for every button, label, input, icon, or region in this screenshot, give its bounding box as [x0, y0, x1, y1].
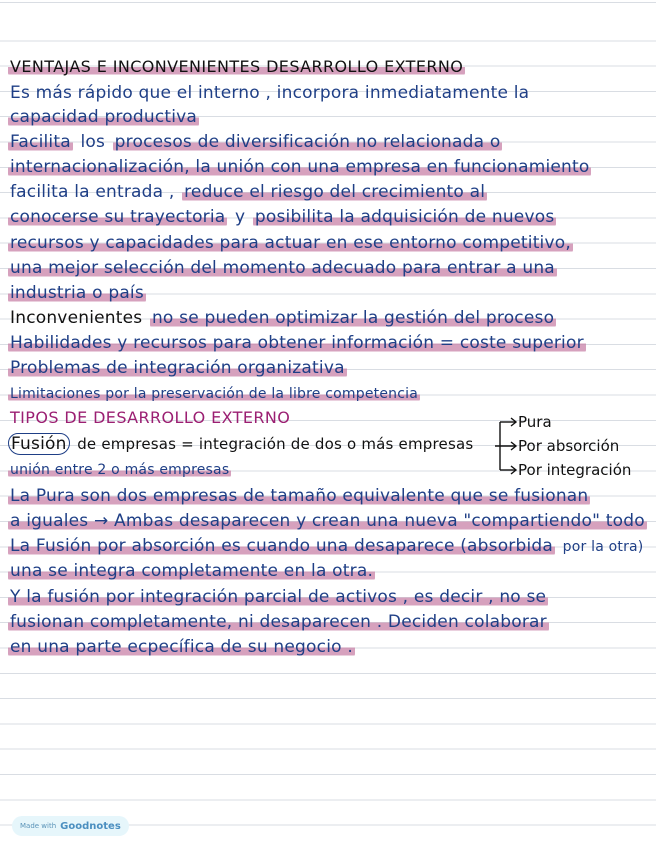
note-line-inconvenientes: Inconvenientes no se pueden optimizar la gestión del proceso: [10, 308, 555, 328]
note-line: fusionan completamente, ni desaparecen . Deciden colaborar: [10, 612, 547, 632]
fusion-type-absorcion: Por absorción: [518, 437, 620, 455]
note-line: facilita la entrada , reduce el riesgo del crecimiento al: [10, 182, 486, 202]
note-line: Facilita los procesos de diversificación no relacionada o: [10, 132, 501, 152]
note-line: capacidad productiva: [10, 107, 198, 127]
note-line: unión entre 2 o más empresas: [10, 462, 230, 478]
note-line: una mejor selección del momento adecuado para entrar a una: [10, 258, 555, 278]
fusion-types-bracket: [494, 410, 654, 480]
made-with-label: Made with: [20, 822, 57, 830]
note-line-fusion: Fusión de empresas = integración de dos o más empresas: [8, 431, 486, 457]
note-line: La Fusión por absorción es cuando una desaparece (absorbida por la otra): [10, 536, 644, 556]
fusion-circled-word: Fusión: [8, 433, 70, 455]
note-line: Y la fusión por integración parcial de activos , es decir , no se: [10, 587, 547, 607]
section-heading-ventajas: VENTAJAS E INCONVENIENTES DESARROLLO EXTERNO: [10, 57, 464, 76]
note-line: Limitaciones por la preservación de la libre competencia: [10, 386, 418, 402]
note-line: Problemas de integración organizativa: [10, 358, 345, 378]
note-line: Es más rápido que el interno , incorpora inmediatamente la: [10, 83, 530, 103]
fusion-type-pura: Pura: [518, 413, 552, 431]
note-line: a iguales → Ambas desaparecen y crean una nueva "compartiendo" todo: [10, 511, 645, 531]
goodnotes-badge: [12, 816, 129, 836]
note-line: industria o país: [10, 283, 144, 303]
note-line: Habilidades y recursos para obtener información = coste superior: [10, 333, 584, 353]
note-line: conocerse su trayectoria y posibilita la adquisición de nuevos: [10, 207, 555, 227]
note-line: una se integra completamente en la otra.: [10, 561, 374, 581]
fusion-type-integracion: Por integración: [518, 461, 632, 479]
section-heading-tipos: TIPOS DE DESARROLLO EXTERNO: [10, 408, 291, 427]
goodnotes-logo: Goodnotes: [60, 820, 121, 832]
note-line: La Pura son dos empresas de tamaño equivalente que se fusionan: [10, 486, 589, 506]
note-line: en una parte ecpecífica de su negocio .: [10, 637, 353, 657]
note-line: internacionalización, la unión con una empresa en funcionamiento: [10, 157, 590, 177]
note-line: recursos y capacidades para actuar en ese entorno competitivo,: [10, 233, 571, 253]
